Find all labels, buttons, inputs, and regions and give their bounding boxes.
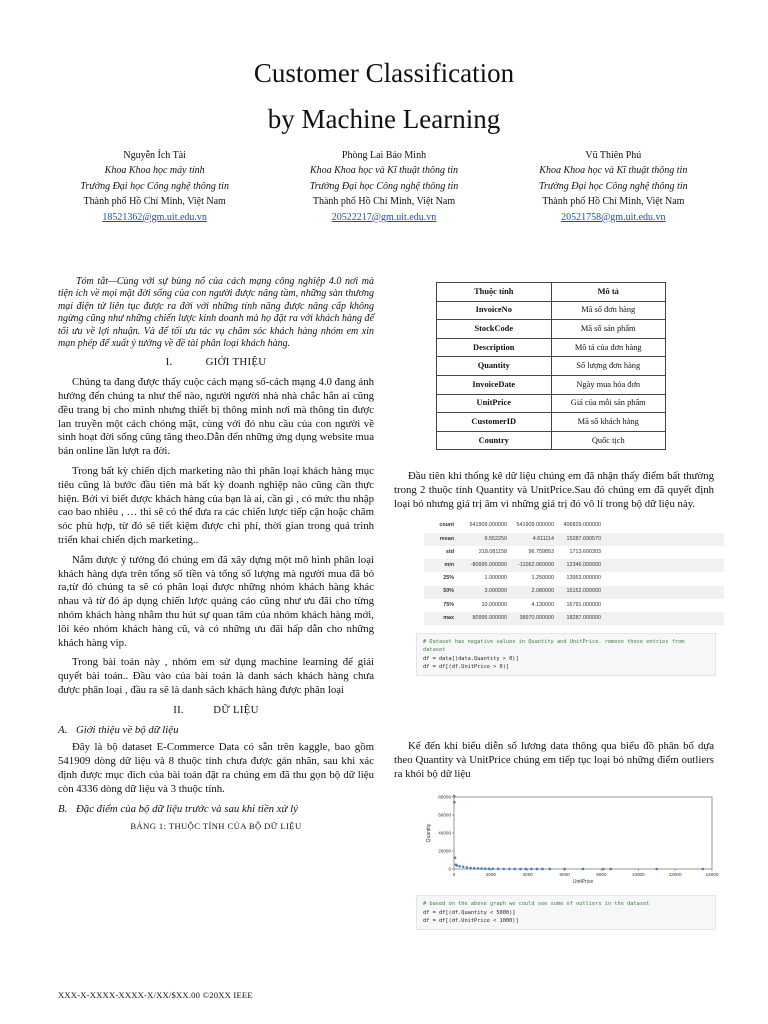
attribute-name: InvoiceDate [437,375,552,394]
attribute-name: Country [437,431,552,450]
stats-row-label: min [444,562,454,568]
stats-value: 3.000000 [484,588,507,595]
attribute-name: InvoiceNo [437,301,552,320]
attribute-desc: Mã số sản phẩm [551,320,666,339]
plot-frame [454,797,712,869]
stats-value: 9.552250 [484,535,507,542]
stats-value: 13953.000000 [566,575,601,582]
table-row [437,413,666,432]
scatter-point [563,868,566,871]
author-school: Trường Đại học Công nghệ thông tin [539,180,688,192]
author-email-link[interactable]: 20522217@gm.uit.edu.vn [331,211,437,223]
scatter-point [582,868,585,871]
stats-value: 4.611114 [532,535,554,542]
scatter-point [491,868,494,871]
author-name: Phòng Lai Bảo Minh [341,150,427,161]
scatter-point [602,868,605,871]
scatter-point [536,868,539,871]
x-tick-label: 14000 [705,872,719,878]
scatter-point [462,866,465,869]
paragraph: Nắm được ý tưởng đó chúng em đã xây dựng một mô hình phân loại khách hàng dựa trên tổng số tiền và tổng số lượng mà người mua đã bỏ ra,từ đó chúng ta sẽ có phân loại được những nhóm khách hàng khác nhau và từ đó áp dụng chiến lược quảng cáo cũng như ưu đãi cho từng nhóm khách hàng nhằm thu hút sự quan tâm của nhóm khách hàng mới, lôi kéo nhóm khách hàng cũ, và có những ưu đãi hấp dẫn cho những khách hàng vip. [58,553,374,649]
table-row [437,301,666,320]
stats-value: 4.130000 [531,601,554,608]
y-tick-label: 0 [448,867,451,873]
stats-row [424,586,724,599]
stats-value: 218.081158 [478,548,507,555]
author-dept: Khoa Khoa học và Kĩ thuật thông tin [309,165,459,177]
subsection-label: A. [58,723,68,736]
author-1 [40,148,269,225]
author-name: Nguyễn Ích Tài [123,150,186,161]
stats-row-label: mean [439,535,454,542]
section-number: II. [173,703,185,716]
stats-value: 15287.690570 [566,535,601,542]
stats-value: 541909.000000 [516,522,554,529]
x-tick-label: 12000 [668,872,682,878]
stats-value: -11062.060000 [518,562,554,568]
scatter-point [514,868,517,871]
scatter-point [477,868,480,871]
table-row [437,320,666,339]
stats-row-label: count [439,522,454,529]
section-title: GIỚI THIỆU [205,356,267,369]
stats-row-label: max [443,614,454,621]
attribute-desc: Quốc tịch [551,431,666,450]
y-axis-label: Quantity [426,824,432,843]
author-block [40,148,728,225]
paragraph: Chúng ta đang được thấy cuộc cách mạng số-cách mạng 4.0 đang ảnh hưởng đến chúng ta như thế nào, người người nhà nhà chắc hẳn ai cũng đều trang bị cho mình nhưng thiết bị thông minh nơi mà thông tin được lan truyền một cách chóng mặt, cùng với đó nhu cầu của con người về sinh hoạt đời sống cũng tăng theo.Dẫn đến những ứng dụng website mua bán online lần lượt ra đời. [58,376,374,458]
x-tick-label: 10000 [631,872,645,878]
x-tick-label: 6000 [559,872,570,878]
attribute-desc: Số lượng đơn hàng [551,357,666,376]
x-axis-label: UnitPrice [572,879,594,886]
author-school: Trường Đại học Công nghệ thông tin [80,180,229,192]
stats-row [424,572,724,585]
scatter-svg [420,791,720,889]
scatter-point [530,868,533,871]
title-line-1: Customer Classification [253,58,515,88]
author-email-link[interactable]: 18521362@gm.uit.edu.vn [102,211,207,223]
author-name: Vũ Thiên Phú [585,150,642,161]
stats-row [424,520,724,533]
scatter-point [519,868,522,871]
y-tick-label: 60000 [438,813,451,819]
stats-row-label: 50% [443,588,454,595]
stats-value: 15152.000000 [566,588,601,595]
subsection-heading-b [58,803,374,817]
stats-row [424,533,724,546]
x-tick-label: 4000 [522,872,533,878]
scatter-point [455,865,458,868]
table-header-row [437,283,666,302]
table-caption: BẢNG 1: THUỘC TÍNH CỦA BỘ DỮ LIỆU [130,821,302,832]
code-cell-1 [416,633,716,676]
stats-row-label: std [445,548,454,555]
code-comment: # based on the above graph we could see some of outliers in the dataset [423,901,650,908]
code-comment: # Dataset has negative values in Quantity and UnitPrice. remove those entries from dataset [423,639,685,654]
attribute-name: StockCode [437,320,552,339]
describe-stats-table [424,520,724,626]
code-line: df = df[(df.UnitPrice < 1000)] [423,917,519,924]
stats-value: 1.250000 [531,575,554,582]
scatter-point [458,865,461,868]
attribute-name: Description [437,338,552,357]
author-school: Trường Đại học Công nghệ thông tin [309,180,459,192]
y-tick-label: 40000 [438,831,451,837]
stats-value: 38970.000000 [519,614,554,621]
scatter-point [525,868,528,871]
table-row [437,394,666,413]
scatter-point [549,868,552,871]
subsection-label: B. [58,802,68,815]
scatter-point [497,868,500,871]
attribute-name: UnitPrice [437,394,552,413]
attribute-desc: Giá của mỗi sản phẩm [551,394,666,413]
subsection-heading-a [58,724,374,738]
attribute-name: Quantity [437,357,552,376]
table-header-cell: Mô tả [551,283,666,302]
title-line-2: by Machine Learning [267,104,501,134]
stats-row [424,599,724,612]
right-column [394,282,719,930]
scatter-point [655,868,658,871]
attribute-desc: Mô tả của đơn hàng [551,338,666,357]
stats-value: 18287.000000 [566,614,601,621]
abstract: Tóm tắt—Cùng với sự bùng nổ của cách mạng công nghiệp 4.0 nơi mà tiện ích về mọi mặt đời sống của con người được nâng tầm, những sàn thương mại điện tử liên tục được ra đời với những tính năng được nâng cấp không ngừng cũng như những chiến lược kinh doanh mà họ đặt ra với khách hàng để tối ưu về lợi nhuận. Và để tối ưu tác vụ chăm sóc khách hàng nhóm em xin mạn phép để xuất ý tưởng về đề tài phân loại khách hàng. [58,276,374,350]
paragraph: Đầu tiên khi thống kê dữ liệu chúng em đã nhận thấy điểm bất thường trong 2 thuộc tính Quantity và UnitPrice.Sau đó chúng em đã quyết định loại bỏ nhưng giá trị âm vì những giá trị đó vô lí trong bộ dữ liệu này. [394,470,714,510]
stats-value: 16791.000000 [566,601,601,608]
scatter-point [473,867,476,870]
attribute-desc: Mã số khách hàng [551,413,666,432]
attribute-name: CustomerID [437,413,552,432]
paragraph: Trong bài toán này , nhóm em sử dụng machine learning để giải quyết bài toán.. Đầu vào của bài toán là danh sách khách hàng chưa được phân loại , đầu ra sẽ là danh sách khách hàng được phân loại [58,656,374,696]
y-tick-label: 80000 [438,795,451,801]
left-column [58,276,374,834]
stats-value: 80995.000000 [472,614,507,621]
scatter-point [488,868,491,871]
scatter-point [502,868,505,871]
scatter-point [453,801,456,804]
scatter-point [480,868,483,871]
stats-value: 10.000000 [481,601,507,608]
stats-row-label: 25% [443,575,454,582]
code-line: df = df[(df.Quantity < 5000)] [423,909,516,916]
table-row [437,357,666,376]
scatter-point [484,868,487,871]
paragraph: Kế đến khi biểu diễn số lương data thông qua biểu đồ phân bố dựa theo Quantity và UnitPrice chúng em tiếp tục loại bỏ những điểm outliers ra khỏi bộ dữ liệu [394,740,714,780]
code-cell-2 [416,895,716,930]
author-2 [269,148,498,225]
author-city: Thành phố Hồ Chí Minh, Việt Nam [83,196,226,208]
stats-value: 406829.000000 [563,522,601,529]
scatter-point [609,868,612,871]
author-city: Thành phố Hồ Chí Minh, Việt Nam [312,196,456,208]
table-header-cell: Thuộc tính [437,283,552,302]
scatter-point [508,868,511,871]
paragraph: Đây là bộ dataset E-Commerce Data có sẵn trên kaggle, bao gồm 541909 dòng dữ liệu và 8 thuộc tính chưa được gán nhãn, sau khi xác định được mục đích của bài toán đặt ra chúng em đã thu gọn bộ dữ liệu còn 4336 dòng dữ liệu và 3 thuộc tính. [58,741,374,795]
scatter-point [469,867,472,870]
table-row [437,431,666,450]
section-heading-intro [58,356,374,370]
section-heading-data [58,704,374,718]
section-title: DỮ LIỆU [213,703,259,716]
table-row [437,338,666,357]
author-city: Thành phố Hồ Chí Minh, Việt Nam [542,196,685,208]
scatter-point [454,857,457,860]
attribute-desc: Mã số đơn hàng [551,301,666,320]
section-number: I. [165,356,173,369]
stats-row-label: 75% [443,601,454,608]
author-dept: Khoa Khoa học và Kĩ thuật thông tin [539,165,688,177]
stats-value: 96.759853 [528,548,554,555]
x-tick-label: 0 [452,872,456,878]
scatter-point [541,868,544,871]
x-tick-label: 8000 [596,872,607,878]
attribute-table [436,282,666,450]
scatter-plot [420,791,720,889]
stats-value: -80995.000000 [470,562,507,568]
stats-row [424,559,724,572]
y-tick-label: 20000 [438,849,451,855]
author-email-link[interactable]: 20521758@gm.uit.edu.vn [561,211,666,223]
attribute-desc: Ngày mua hóa đơn [551,375,666,394]
code-line: df = data[(data.Quantity > 0)] [423,655,519,662]
paper-title [0,50,768,142]
paragraph: Trong bất kỳ chiến dịch marketing nào thì phân loại khách hàng mục tiêu cũng là bước đầu tiên mà bất kỳ doanh nghiệp nào cũng cần thực hiện. Bởi vì biết được khách hàng của bạn là ai, cần gì , có mức thu nhập cao bao nhiêu , … thì sẽ có thể đưa ra các chiến lược tiếp cận hoặc chăm sóc phù hợp, từ đó sẽ tiết kiệm được chi phí, thời gian trong quá trình triển khai chiến dịch marketing.. [58,465,374,546]
stats-value: 12346.000000 [566,562,601,568]
stats-value: 1.000000 [484,575,507,582]
table-row [437,375,666,394]
code-line: df = df[(df.UnitPrice > 0)] [423,663,510,670]
stats-row [424,612,724,625]
subsection-title: Giới thiệu về bộ dữ liệu [76,723,179,736]
subsection-title: Đặc điểm của bộ dữ liệu trước và sau khi tiền xử lý [76,802,298,815]
scatter-point [701,868,704,871]
author-dept: Khoa Khoa học máy tính [104,165,205,177]
stats-value: 1713.600303 [569,548,601,555]
scatter-point [466,867,469,870]
stats-value: 2.080000 [531,588,554,595]
page-footer: XXX-X-XXXX-XXXX-X/XX/$XX.00 ©20XX IEEE [58,990,253,1000]
stats-row [424,546,724,559]
stats-value: 541909.000000 [469,522,507,529]
scatter-point [453,795,456,798]
x-tick-label: 2000 [485,872,496,878]
author-3 [499,148,728,225]
